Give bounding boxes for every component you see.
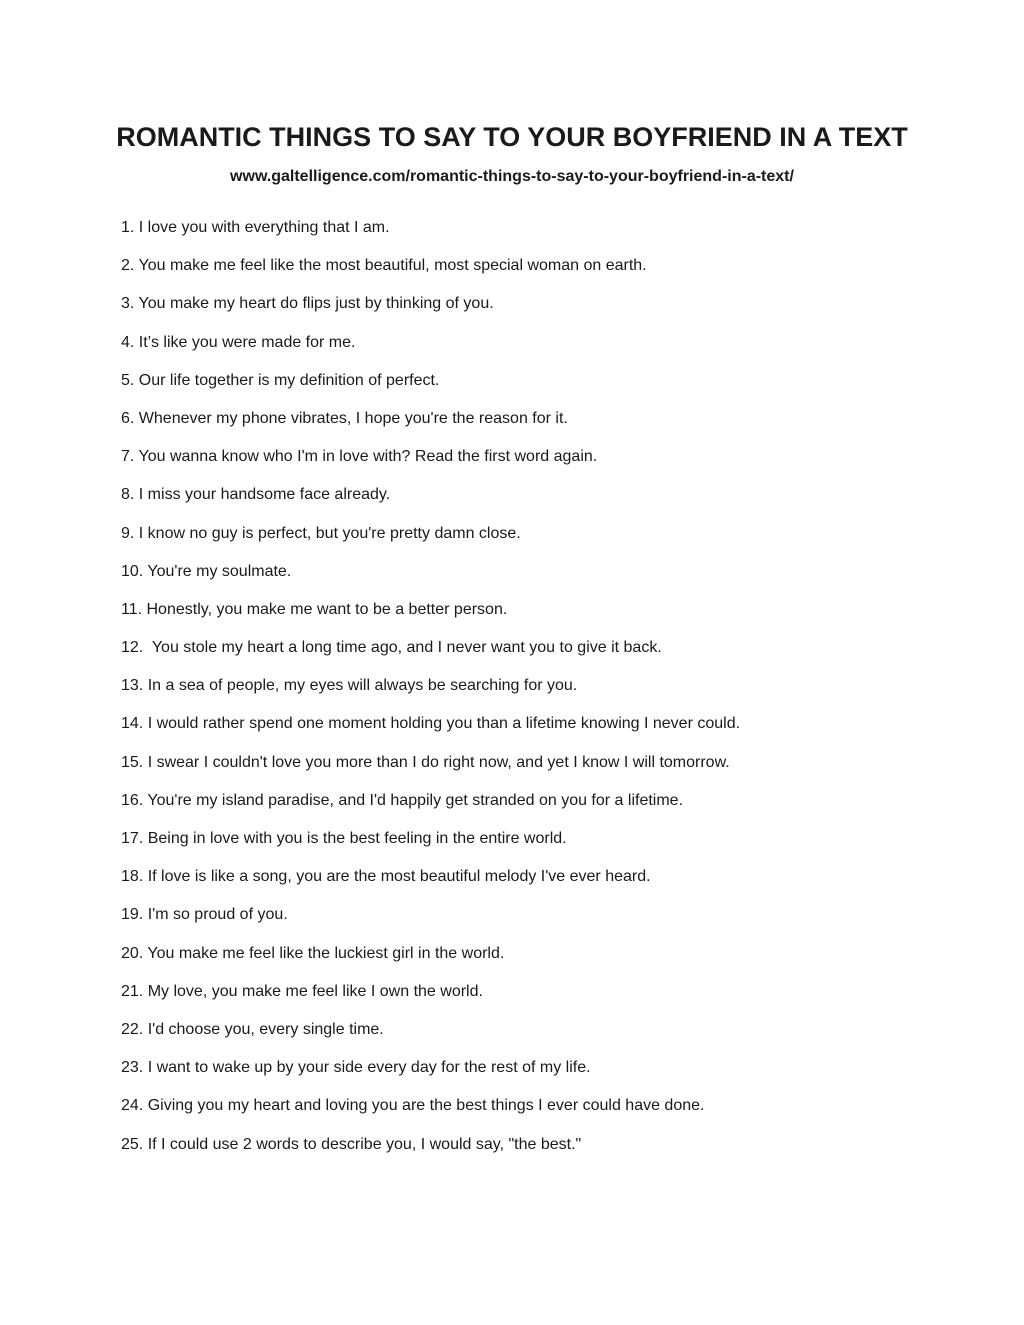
list-item: 2. You make me feel like the most beautiful, most special woman on earth. xyxy=(121,257,647,275)
list-item: 22. I'd choose you, every single time. xyxy=(121,1020,384,1038)
list-item: 3. You make my heart do flips just by thinking of you. xyxy=(121,295,494,313)
list-item: 7. You wanna know who I'm in love with? Read the first word again. xyxy=(121,448,598,466)
source-url: www.galtelligence.com/romantic-things-to-say-to-your-boyfriend-in-a-text/ xyxy=(230,168,794,185)
list-item: 19. I'm so proud of you. xyxy=(121,906,288,924)
list-item: 21. My love, you make me feel like I own the world. xyxy=(121,982,483,1000)
list-item: 13. In a sea of people, my eyes will always be searching for you. xyxy=(121,677,578,695)
list-item: 18. If love is like a song, you are the most beautiful melody I've ever heard. xyxy=(121,868,651,886)
document-title: ROMANTIC THINGS TO SAY TO YOUR BOYFRIEND IN A TEXT xyxy=(116,122,908,152)
list-item: 8. I miss your handsome face already. xyxy=(121,486,391,504)
list-item: 4. It’s like you were made for me. xyxy=(121,333,356,351)
list-item: 9. I know no guy is perfect, but you're pretty damn close. xyxy=(121,524,521,542)
list-item: 17. Being in love with you is the best feeling in the entire world. xyxy=(121,830,567,847)
list-item: 6. Whenever my phone vibrates, I hope you're the reason for it. xyxy=(121,409,568,427)
list-item: 12. You stole my heart a long time ago, and I never want you to give it back. xyxy=(121,639,662,657)
list-item: 15. I swear I couldn't love you more than I do right now, and yet I know I will tomorrow. xyxy=(121,753,730,771)
list-item: 25. If I could use 2 words to describe you, I would say, "the best." xyxy=(121,1135,582,1153)
list-item: 10. You're my soulmate. xyxy=(121,562,292,580)
list-item: 11. Honestly, you make me want to be a better person. xyxy=(121,600,508,618)
list-item: 23. I want to wake up by your side every day for the rest of my life. xyxy=(121,1059,591,1077)
list-item: 14. I would rather spend one moment holding you than a lifetime knowing I never could. xyxy=(121,715,741,733)
list-item: 5. Our life together is my definition of perfect. xyxy=(121,371,440,389)
list-item: 20. You make me feel like the luckiest girl in the world. xyxy=(121,944,505,962)
list-item: 16. You're my island paradise, and I'd happily get stranded on you for a lifetime. xyxy=(121,791,684,809)
quote-list xyxy=(121,218,740,1173)
list-item: 24. Giving you my heart and loving you are the best things I ever could have done. xyxy=(121,1097,705,1115)
list-item: 1. I love you with everything that I am. xyxy=(121,219,390,236)
